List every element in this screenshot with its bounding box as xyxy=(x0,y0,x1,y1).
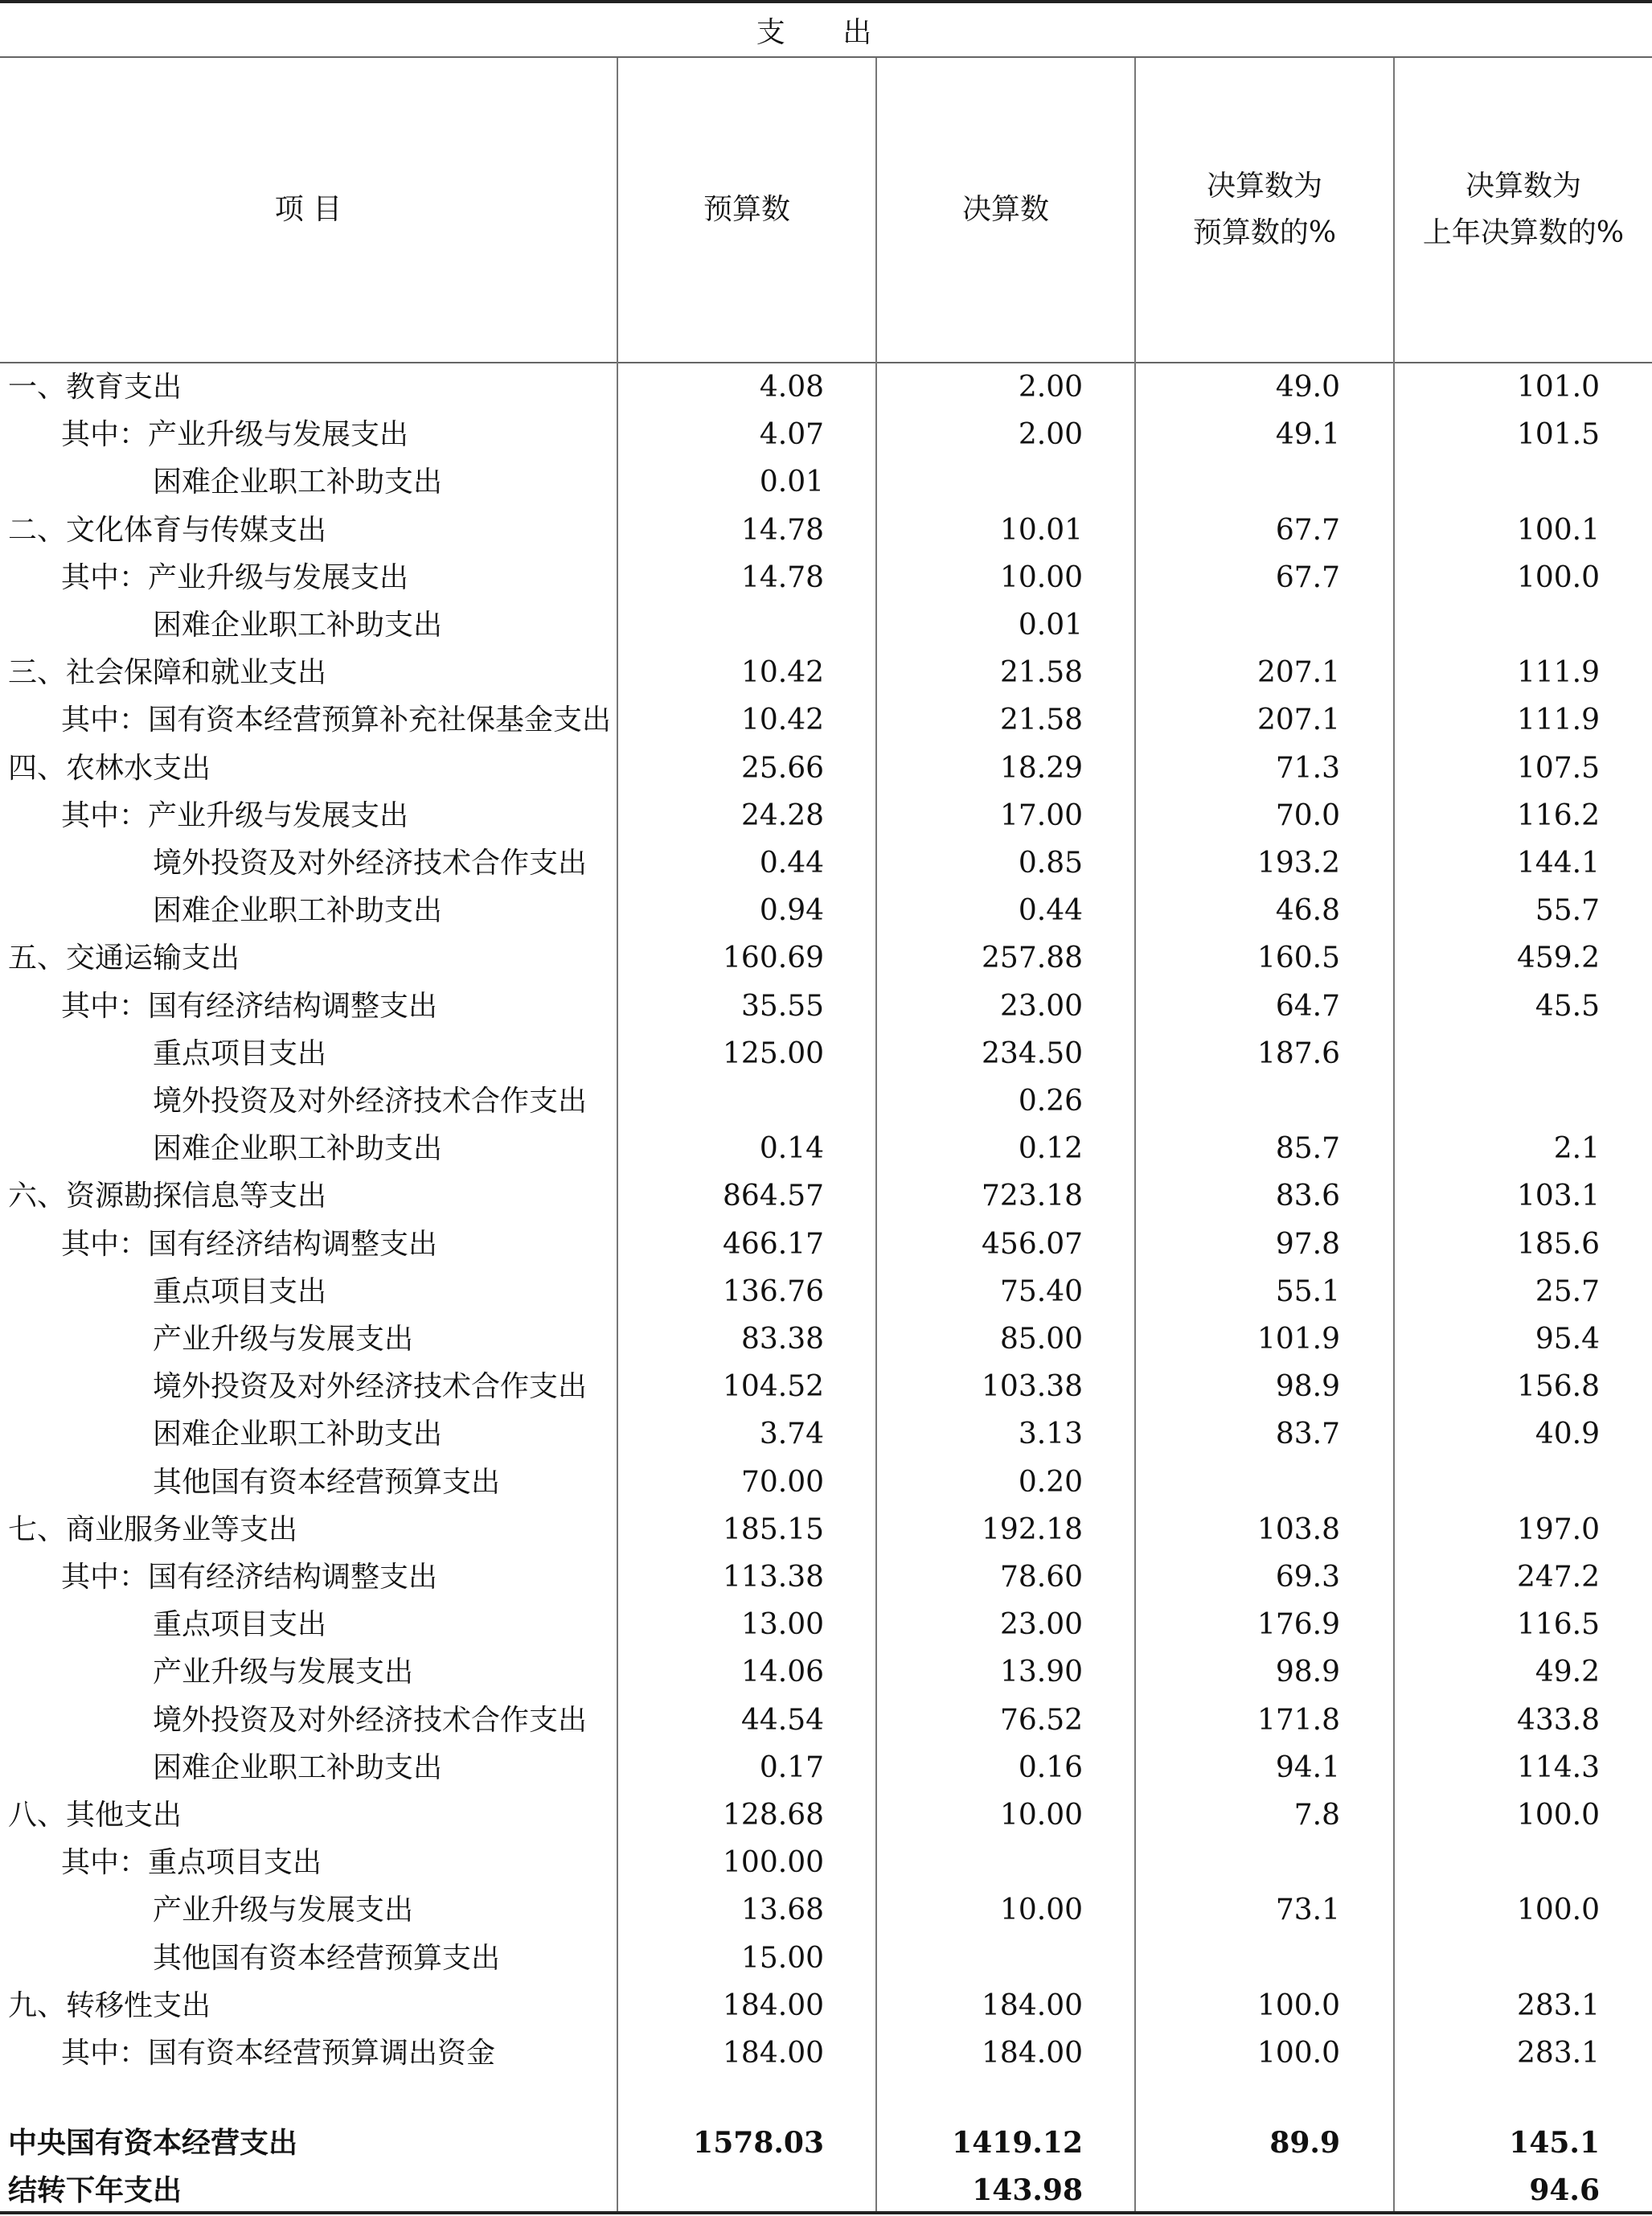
row-label: 产业升级与发展支出 xyxy=(153,1894,414,1927)
cell-pct-budget: 49.1 xyxy=(1275,418,1340,452)
row-label: 境外投资及对外经济技术合作支出 xyxy=(153,1085,588,1118)
cell-pct-prev: 94.6 xyxy=(1529,2173,1600,2208)
cell-budget xyxy=(619,601,824,649)
table-row xyxy=(0,601,1652,649)
cell-pct-prev: 40.9 xyxy=(1535,1418,1600,1451)
row-label: 三、社会保障和就业支出 xyxy=(8,656,327,690)
table-row xyxy=(0,1601,1652,1648)
table-row xyxy=(0,411,1652,458)
cell-final: 3.13 xyxy=(1018,1418,1083,1451)
table-row xyxy=(0,1506,1652,1553)
cell-budget: 4.07 xyxy=(759,418,824,452)
cell-budget xyxy=(619,1077,824,1125)
cell-final: 192.18 xyxy=(982,1512,1083,1546)
row-label: 境外投资及对外经济技术合作支出 xyxy=(153,1370,588,1404)
cell-pct-prev: 95.4 xyxy=(1535,1323,1600,1356)
cell-pct-budget: 70.0 xyxy=(1275,798,1340,832)
cell-budget: 15.00 xyxy=(740,1941,824,1975)
row-label: 境外投资及对外经济技术合作支出 xyxy=(153,1703,588,1737)
table-row xyxy=(0,1935,1652,1982)
cell-final: 0.20 xyxy=(1018,1465,1083,1499)
header-pct-budget-line1: 决算数为 xyxy=(1206,170,1322,203)
row-label: 重点项目支出 xyxy=(153,1036,327,1070)
cell-budget: 466.17 xyxy=(723,1227,824,1261)
row-label: 七、商业服务业等支出 xyxy=(8,1512,298,1546)
table-row xyxy=(0,649,1652,696)
cell-final: 10.01 xyxy=(999,513,1083,547)
cell-pct-budget xyxy=(1135,601,1340,649)
table-row xyxy=(0,458,1652,506)
cell-budget: 70.00 xyxy=(740,1465,824,1499)
header-item: 项 目 xyxy=(274,193,342,226)
row-label: 结转下年支出 xyxy=(8,2173,182,2208)
cell-final: 23.00 xyxy=(999,1608,1083,1642)
cell-pct-budget: 64.7 xyxy=(1275,989,1340,1023)
cell-budget: 44.54 xyxy=(740,1703,824,1737)
cell-pct-budget: 69.3 xyxy=(1275,1561,1340,1594)
cell-final: 234.50 xyxy=(982,1036,1083,1070)
cell-pct-prev: 156.8 xyxy=(1516,1370,1600,1404)
table-row xyxy=(0,696,1652,744)
cell-pct-budget xyxy=(1135,1077,1340,1125)
table-row xyxy=(0,554,1652,601)
cell-budget: 160.69 xyxy=(723,942,824,975)
cell-pct-prev: 107.5 xyxy=(1516,751,1600,785)
table-row xyxy=(0,1363,1652,1410)
cell-budget: 13.00 xyxy=(740,1608,824,1642)
row-label: 四、农林水支出 xyxy=(8,751,211,785)
cell-pct-prev: 433.8 xyxy=(1516,1703,1600,1737)
cell-pct-prev: 116.2 xyxy=(1516,798,1600,832)
row-label: 其中：国有经济结构调整支出 xyxy=(61,1227,438,1261)
cell-budget: 128.68 xyxy=(723,1799,824,1832)
cell-pct-prev xyxy=(1395,1935,1600,1982)
row-label: 困难企业职工补助支出 xyxy=(153,1750,443,1784)
cell-final: 10.00 xyxy=(999,1894,1083,1927)
cell-pct-prev: 101.0 xyxy=(1516,371,1600,404)
header-pct-budget xyxy=(1136,58,1393,362)
row-label: 困难企业职工补助支出 xyxy=(153,1418,443,1451)
row-label: 产业升级与发展支出 xyxy=(153,1656,414,1689)
cell-final: 143.98 xyxy=(972,2173,1083,2208)
cell-budget: 14.78 xyxy=(740,560,824,594)
table-row xyxy=(0,1791,1652,1839)
cell-pct-prev: 114.3 xyxy=(1516,1750,1600,1784)
cell-pct-prev: 25.7 xyxy=(1535,1274,1600,1308)
cell-budget: 10.42 xyxy=(740,656,824,690)
cell-budget: 0.01 xyxy=(759,466,824,499)
bottom-rule xyxy=(0,2211,1652,2214)
cell-pct-budget xyxy=(1135,1839,1340,1886)
cell-pct-prev xyxy=(1395,1459,1600,1506)
table-row xyxy=(0,1553,1652,1601)
cell-pct-budget: 100.0 xyxy=(1256,2037,1340,2070)
cell-pct-prev: 116.5 xyxy=(1516,1608,1600,1642)
cell-pct-budget: 67.7 xyxy=(1275,560,1340,594)
cell-pct-budget: 73.1 xyxy=(1275,1894,1340,1927)
cell-budget: 14.06 xyxy=(740,1656,824,1689)
header-pct-prev-line2: 上年决算数的% xyxy=(1422,216,1625,249)
cell-final: 17.00 xyxy=(999,798,1083,832)
table-row xyxy=(0,363,1652,411)
table-row xyxy=(0,887,1652,934)
cell-pct-prev: 185.6 xyxy=(1516,1227,1600,1261)
cell-budget: 0.17 xyxy=(759,1750,824,1784)
cell-pct-budget: 207.1 xyxy=(1256,704,1340,737)
row-label: 五、交通运输支出 xyxy=(8,942,240,975)
cell-pct-budget: 83.7 xyxy=(1275,1418,1340,1451)
cell-pct-budget: 55.1 xyxy=(1275,1274,1340,1308)
cell-pct-prev: 111.9 xyxy=(1516,656,1600,690)
cell-pct-prev xyxy=(1395,1077,1600,1125)
cell-final: 85.00 xyxy=(999,1323,1083,1356)
cell-budget: 100.00 xyxy=(723,1846,824,1880)
table-row xyxy=(0,1459,1652,1506)
section-title: 支 出 xyxy=(0,3,1652,58)
cell-pct-prev: 100.0 xyxy=(1516,560,1600,594)
cell-final: 2.00 xyxy=(1018,418,1083,452)
row-label: 其中：国有经济结构调整支出 xyxy=(61,1561,438,1594)
cell-pct-prev: 145.1 xyxy=(1509,2126,1600,2160)
table-row xyxy=(0,1221,1652,1268)
table-row xyxy=(0,1268,1652,1315)
cell-pct-prev xyxy=(1395,458,1600,506)
header-pct-prev xyxy=(1395,58,1652,362)
cell-final: 723.18 xyxy=(982,1180,1083,1213)
cell-final: 184.00 xyxy=(982,1988,1083,2022)
cell-pct-budget xyxy=(1135,458,1340,506)
row-label: 境外投资及对外经济技术合作支出 xyxy=(153,847,588,880)
row-label: 产业升级与发展支出 xyxy=(153,1323,414,1356)
cell-budget: 184.00 xyxy=(723,1988,824,2022)
cell-pct-prev: 55.7 xyxy=(1535,894,1600,928)
table-row xyxy=(0,1886,1652,1934)
cell-pct-budget: 7.8 xyxy=(1293,1799,1340,1832)
row-label: 其中：国有资本经营预算调出资金 xyxy=(61,2037,496,2070)
cell-budget: 125.00 xyxy=(723,1036,824,1070)
cell-final: 21.58 xyxy=(999,704,1083,737)
table-row xyxy=(0,934,1652,982)
cell-budget: 0.94 xyxy=(759,894,824,928)
cell-final: 0.26 xyxy=(1018,1085,1083,1118)
cell-pct-budget: 176.9 xyxy=(1256,1608,1340,1642)
table-row xyxy=(0,983,1652,1030)
row-label: 困难企业职工补助支出 xyxy=(153,894,443,928)
cell-final: 0.01 xyxy=(1018,609,1083,642)
cell-pct-prev: 283.1 xyxy=(1516,2037,1600,2070)
cell-final: 0.12 xyxy=(1018,1132,1083,1166)
cell-pct-budget: 160.5 xyxy=(1256,942,1340,975)
cell-pct-budget: 207.1 xyxy=(1256,656,1340,690)
cell-final xyxy=(878,1935,1083,1982)
row-label: 困难企业职工补助支出 xyxy=(153,1132,443,1166)
cell-final: 257.88 xyxy=(982,942,1083,975)
row-label: 其他国有资本经营预算支出 xyxy=(153,1941,501,1975)
cell-pct-prev: 49.2 xyxy=(1535,1656,1600,1689)
cell-budget: 3.74 xyxy=(759,1418,824,1451)
cell-final: 75.40 xyxy=(999,1274,1083,1308)
cell-pct-prev: 45.5 xyxy=(1535,989,1600,1023)
cell-final: 76.52 xyxy=(999,1703,1083,1737)
cell-final: 0.44 xyxy=(1018,894,1083,928)
cell-pct-budget: 193.2 xyxy=(1256,847,1340,880)
table-row xyxy=(0,1648,1652,1696)
cell-pct-prev: 283.1 xyxy=(1516,1988,1600,2022)
row-label: 其中：重点项目支出 xyxy=(61,1846,322,1880)
cell-pct-prev: 101.5 xyxy=(1516,418,1600,452)
row-label: 一、教育支出 xyxy=(8,371,182,404)
cell-pct-budget: 94.1 xyxy=(1275,1750,1340,1784)
cell-final: 2.00 xyxy=(1018,371,1083,404)
table-row xyxy=(0,507,1652,554)
table-row xyxy=(0,1744,1652,1791)
cell-final: 10.00 xyxy=(999,1799,1083,1832)
table-row xyxy=(0,1982,1652,2029)
cell-pct-budget: 46.8 xyxy=(1275,894,1340,928)
row-label: 困难企业职工补助支出 xyxy=(153,466,443,499)
cell-pct-budget: 98.9 xyxy=(1275,1370,1340,1404)
cell-budget xyxy=(619,2167,824,2214)
cell-pct-budget: 89.9 xyxy=(1269,2126,1340,2160)
row-label: 其中：产业升级与发展支出 xyxy=(61,418,409,452)
header-pct-budget-line2: 预算数的% xyxy=(1192,216,1337,249)
cell-budget: 184.00 xyxy=(723,2037,824,2070)
row-label: 其中：产业升级与发展支出 xyxy=(61,798,409,832)
cell-pct-budget: 103.8 xyxy=(1256,1512,1340,1546)
cell-pct-prev: 459.2 xyxy=(1516,942,1600,975)
cell-final: 0.85 xyxy=(1018,847,1083,880)
header-final: 决算数 xyxy=(961,193,1049,226)
cell-budget: 864.57 xyxy=(723,1180,824,1213)
table-row xyxy=(0,1410,1652,1458)
cell-final: 184.00 xyxy=(982,2037,1083,2070)
row-label: 八、其他支出 xyxy=(8,1799,182,1832)
row-label: 二、文化体育与传媒支出 xyxy=(8,513,327,547)
table-row xyxy=(0,1125,1652,1172)
cell-pct-budget: 171.8 xyxy=(1256,1703,1340,1737)
cell-pct-prev: 111.9 xyxy=(1516,704,1600,737)
cell-budget: 83.38 xyxy=(740,1323,824,1356)
table-row xyxy=(0,1172,1652,1220)
cell-final xyxy=(878,1839,1083,1886)
row-label: 其中：国有经济结构调整支出 xyxy=(61,989,438,1023)
cell-pct-prev: 100.0 xyxy=(1516,1799,1600,1832)
cell-pct-budget: 100.0 xyxy=(1256,1988,1340,2022)
cell-pct-prev: 100.0 xyxy=(1516,1894,1600,1927)
cell-pct-budget: 83.6 xyxy=(1275,1180,1340,1213)
cell-budget: 185.15 xyxy=(723,1512,824,1546)
cell-budget: 25.66 xyxy=(740,751,824,785)
total-row xyxy=(0,2120,1652,2167)
cell-pct-budget: 101.9 xyxy=(1256,1323,1340,1356)
cell-final: 103.38 xyxy=(982,1370,1083,1404)
cell-pct-budget: 97.8 xyxy=(1275,1227,1340,1261)
cell-pct-prev: 103.1 xyxy=(1516,1180,1600,1213)
cell-budget: 35.55 xyxy=(740,989,824,1023)
row-label: 九、转移性支出 xyxy=(8,1988,211,2022)
cell-pct-prev xyxy=(1395,1030,1600,1077)
table-row xyxy=(0,1697,1652,1744)
cell-pct-prev: 197.0 xyxy=(1516,1512,1600,1546)
cell-final: 10.00 xyxy=(999,560,1083,594)
table-row xyxy=(0,1315,1652,1363)
total-row xyxy=(0,2167,1652,2214)
cell-pct-budget: 49.0 xyxy=(1275,371,1340,404)
cell-final: 21.58 xyxy=(999,656,1083,690)
cell-pct-budget: 187.6 xyxy=(1256,1036,1340,1070)
cell-budget: 14.78 xyxy=(740,513,824,547)
cell-pct-prev xyxy=(1395,601,1600,649)
cell-final xyxy=(878,458,1083,506)
cell-pct-budget: 67.7 xyxy=(1275,513,1340,547)
cell-budget: 10.42 xyxy=(740,704,824,737)
table-row xyxy=(0,1839,1652,1886)
table-row xyxy=(0,1077,1652,1125)
cell-final: 456.07 xyxy=(982,1227,1083,1261)
cell-budget: 4.08 xyxy=(759,371,824,404)
cell-final: 18.29 xyxy=(999,751,1083,785)
cell-final: 13.90 xyxy=(999,1656,1083,1689)
cell-budget: 104.52 xyxy=(723,1370,824,1404)
cell-final: 78.60 xyxy=(999,1561,1083,1594)
table-row xyxy=(0,2029,1652,2077)
row-label: 困难企业职工补助支出 xyxy=(153,609,443,642)
cell-pct-prev: 144.1 xyxy=(1516,847,1600,880)
cell-budget: 0.44 xyxy=(759,847,824,880)
table-row xyxy=(0,745,1652,792)
cell-final: 0.16 xyxy=(1018,1750,1083,1784)
cell-pct-budget xyxy=(1135,1459,1340,1506)
row-label: 中央国有资本经营支出 xyxy=(8,2126,298,2160)
cell-pct-prev: 2.1 xyxy=(1553,1132,1600,1166)
row-label: 重点项目支出 xyxy=(153,1608,327,1642)
cell-pct-budget xyxy=(1135,1935,1340,1982)
cell-pct-budget: 71.3 xyxy=(1275,751,1340,785)
cell-budget: 24.28 xyxy=(740,798,824,832)
cell-pct-budget xyxy=(1135,2167,1340,2214)
row-label: 六、资源勘探信息等支出 xyxy=(8,1180,327,1213)
cell-budget: 1578.03 xyxy=(693,2126,824,2160)
cell-budget: 113.38 xyxy=(723,1561,824,1594)
row-label: 重点项目支出 xyxy=(153,1274,327,1308)
table-row xyxy=(0,839,1652,887)
row-label: 其他国有资本经营预算支出 xyxy=(153,1465,501,1499)
cell-pct-prev xyxy=(1395,1839,1600,1886)
row-label: 其中：产业升级与发展支出 xyxy=(61,560,409,594)
cell-pct-prev: 100.1 xyxy=(1516,513,1600,547)
header-pct-prev-line1: 决算数为 xyxy=(1465,170,1581,203)
cell-budget: 136.76 xyxy=(723,1274,824,1308)
cell-budget: 13.68 xyxy=(740,1894,824,1927)
cell-final: 23.00 xyxy=(999,989,1083,1023)
cell-budget: 0.14 xyxy=(759,1132,824,1166)
table-row xyxy=(0,1030,1652,1077)
table-row xyxy=(0,792,1652,839)
cell-final: 1419.12 xyxy=(952,2126,1083,2160)
cell-pct-budget: 85.7 xyxy=(1275,1132,1340,1166)
header-budget: 预算数 xyxy=(703,193,790,226)
row-label: 其中：国有资本经营预算补充社保基金支出 xyxy=(61,704,612,737)
cell-pct-budget: 98.9 xyxy=(1275,1656,1340,1689)
cell-pct-prev: 247.2 xyxy=(1516,1561,1600,1594)
table-header xyxy=(0,58,1652,363)
